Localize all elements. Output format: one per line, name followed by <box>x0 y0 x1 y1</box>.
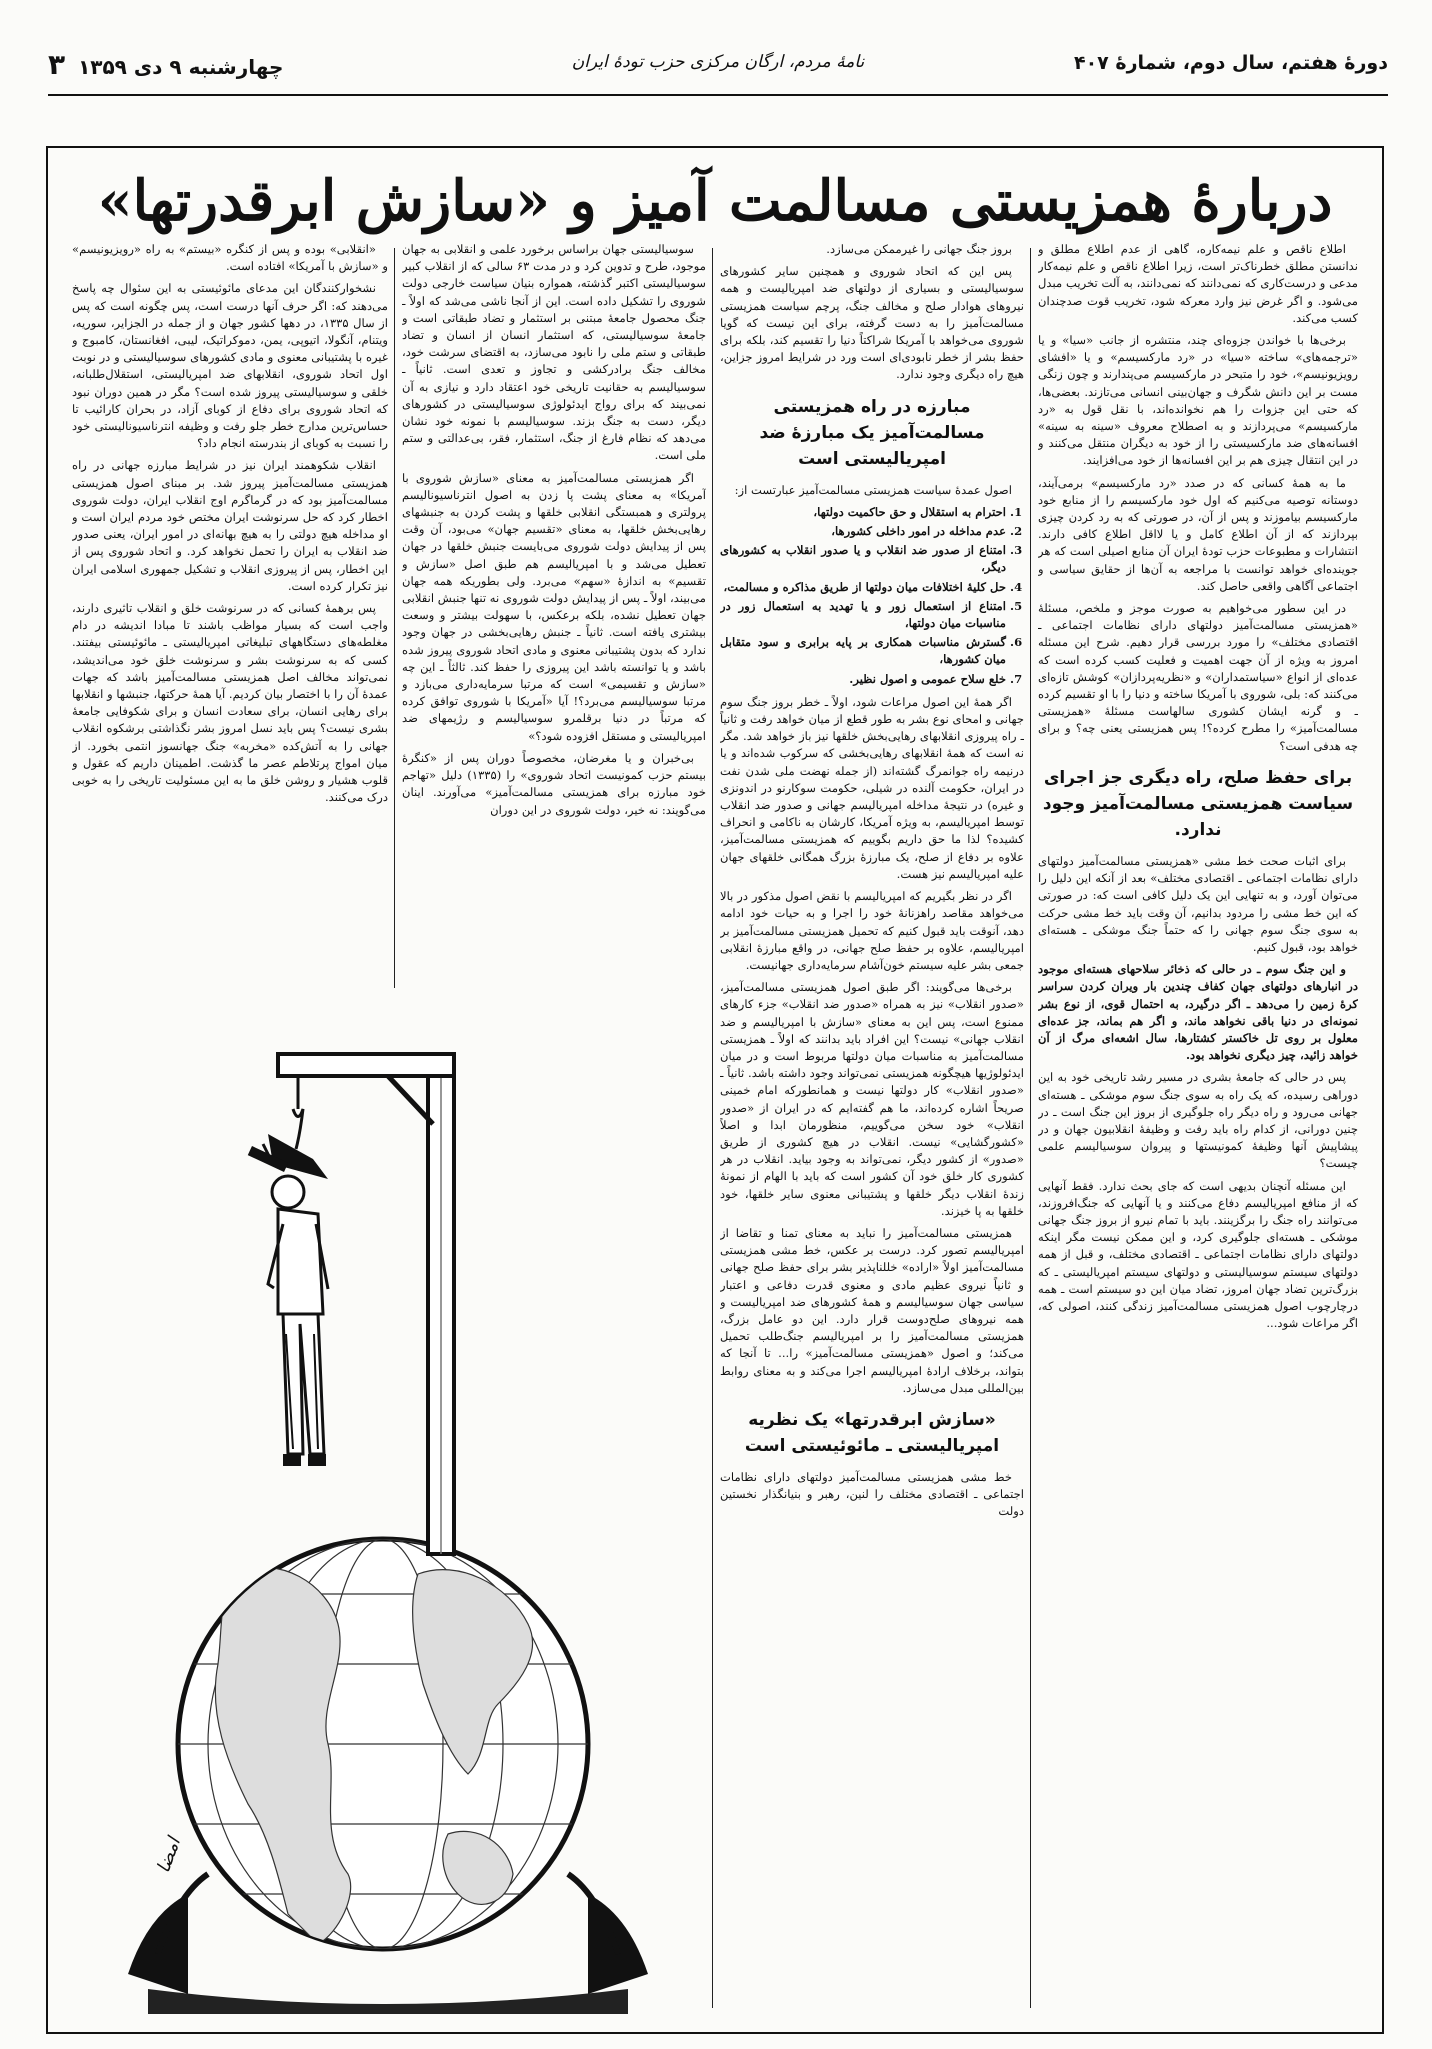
article-headline: دربارهٔ همزیستی مسالمت آمیز و «سازش ابرقدرتها» <box>97 168 1333 234</box>
column-rule <box>394 248 395 988</box>
paper-name: نامهٔ مردم، ارگان مرکزی حزب تودهٔ ایران <box>571 52 865 72</box>
list-item: 3. امتناع از صدور ضد انقلاب و یا صدور انقلاب به کشورهای دیگر، <box>720 542 1006 576</box>
column-rule <box>712 248 713 2008</box>
article-frame <box>46 146 1384 2034</box>
paragraph: بی‌خبران و یا مغرضان، مخصوصاً دوران پس از «کنگرهٔ بیستم حزب کمونیست اتحاد شوروی» را (۱۳۳۵) دلیل «تهاجم خود مبارزه برای همزیستی مسالمت‌آمیز» می‌آورند. اینان می‌گویند: نه خیر، دولت شوروی در این دوران <box>402 750 706 817</box>
date-info <box>48 48 283 81</box>
paragraph: پس برهمهٔ کسانی که در سرنوشت خلق و انقلاب تاثیری دارند، واجب است که بسیار مواظب باشند تا مبادا اندیشه در دام مغلطه‌های دستگاههای تبلیغاتی امپریالیستی ـ مائوئیستی بیفتند. کسی که به سرنوشت بشر و سرنوشت خلق خود می‌اندیشد، نمی‌تواند مخالف اصل همزیستی مسالمت‌آمیز باشد که جهات عمدهٔ آن را با اختصار بیان کردیم. آیا همهٔ حرکتها، جنبشها و انقلابها برای رهایی انسان، برای سعادت انسان و برای شکوفایی جامعهٔ بشری نیست؟ پس باید نسل امروز بشر نگذاشتی برشکوه انقلاب جهانی را به آتش‌کده «مخربه» جنگ جهانسوز انتمی بخورد. از میان امواج پرتلاطم عصر ما گذشت. اطمینان داریم که عقول و قلوب هشیار و روشن خلق ما به این مسئولیت تاریخی را به خوبی درک می‌کنند. <box>72 601 388 805</box>
column-4 <box>72 241 388 989</box>
page-number: ۳ <box>48 48 66 81</box>
paragraph: ما به همهٔ کسانی که در صدد «رد مارکسیسم» برمی‌آیند، دوستانه توصیه می‌کنیم که اول خود مارکسیسم را از منابع خود مارکسیسم بیاموزند و پس از آن، در صورتی که به رد کردن چیزی بپردازند که از آن اطلاع کامل و یا لااقل اطلاع کافی دارند. انتشارات و مطبوعات حزب تودهٔ ایران آن منابع اصیلی است که هر جوینده‌ای خواهد توانست با مراجعه به آن‌ها از حقایق سیاسی و اجتماعی آگاهی واقعی حاصل کند. <box>1038 475 1358 593</box>
list-item: 5. امتناع از استعمال زور و یا تهدید به استعمال زور در مناسبات میان دولتها، <box>720 598 1006 632</box>
date-text: چهارشنبه ۹ دی ۱۳۵۹ <box>78 55 284 79</box>
paragraph: در این سطور می‌خواهیم به صورت موجز و ملخص، مسئلهٔ «همزیستی مسالمت‌آمیز دولتهای دارای نظامات اجتماعی ـ اقتصادی مختلف» را مورد بررسی قرار دهیم. شرح این مسئله امروز به ویژه از آن جهت اهمیت و فعلیت کسب کرده است که عده‌ای از انواع «سیاستمداران» و «نظریه‌پردازان» کوشش تازه‌ای می‌کنند که: بلی، شوروی با آمریکا ساخته و دنیا را با او تقسیم کرده ـ و گرنه ایشان کشوری سالهاست مسئلهٔ «همزیستی مسالمت‌آمیز» را مطرح کرده؟! پس همزیستی یعنی چه؟ و برای چه هدفی است؟ <box>1038 601 1358 753</box>
list-item: 7. خلع سلاح عمومی و اصول نظیر. <box>720 671 1006 688</box>
paragraph: «انقلابی» بوده و پس از کنگره «بیستم» به راه «رویزیونیسم» و «سازش با آمریکا» افتاده است. <box>72 242 388 274</box>
paragraph: این مسئله آنچنان بدیهی است که جای بحث ندارد. فقط آنهایی که از منافع امپریالیسم دفاع می‌کنند و یا آنهایی که جنگ‌افروزند، می‌توانند راه جنگ را برگزینند. باید با تمام نیرو از بروز جنگ جهانی موشکی ـ هسته‌ای جلوگیری کرد، و این ممکن نیست مگر اینکه دولتهای دارای نظامات اجتماعی ـ اقتصادی مختلف، و قبل از همه دولتهای سیستم سوسیالیستی و دولتهای سیستم امپریالیستی ـ که بزرگ‌ترین تضاد جهان امروز، تضاد میان این دو سیستم است ـ همه درچارچوب اصول همزیستی مسالمت‌آمیز زندگی کنند، اصولی که، اگر مراعات شود... <box>1038 1178 1358 1331</box>
paragraph: انقلاب شکوهمند ایران نیز در شرایط مبارزه جهانی در راه همزیستی مسالمت‌آمیز پیروز شد. بر مبنای اصول همزیستی مسالمت‌آمیز بود که در گرماگرم اوج انقلاب ایران، دولت شوروی اخطار کرد که حل سرنوشت ایران مختص خود مردم ایران است و او مداخله هیچ دولتی را به هیچ بهانه‌ای در امور ایران، یعنی صدور ضد انقلاب به ایران را تحمل نخواهد کرد. و اتحاد شوروی پس از این اخطار، پس از پیروزی انقلاب و تشکیل جمهوری اسلامی ایران نیز تکرار کرده است. <box>72 458 388 593</box>
paragraph: و این جنگ سوم ـ در حالی که ذخائر سلاحهای هسته‌ای موجود در انبارهای دولتهای جهان کفاف چندین بار ویران کردن سراسر کرهٔ زمین را می‌دهد ـ اگر درگیرد، به احتمال قوی، از نوع بشر نمونه‌ای در دنیا باقی نخواهد ماند، و اگر هم بماند، جز عده‌ای معلول بر روی تل خاکستر کشتارها، سال اشعه‌ای مرگ از آن خواهد زائید، چیز دیگری نخواهد بود. <box>1038 962 1358 1063</box>
list-item: 1. احترام به استقلال و حق حاکمیت دولتها، <box>720 504 1006 521</box>
principles-list <box>720 504 1024 688</box>
hanged-figure <box>248 1134 328 1466</box>
paragraph: برخی‌ها با خواندن جزوه‌ای چند، منتشره از جانب «سیا» و یا «ترجمه‌های» ساخته «سیا» در «رد مارکسیسم» و یا «افشای رویزیونیسم»، خود را متبحر در مارکسیسم می‌پندارند و چون زنگی مست بر این دانش شگرف و جهان‌بینی انسانی می‌تازند. بعضی‌ها، که حتی این جزوات را هم نخوانده‌اند، با نقل قول به «رد مارکسیسم» می‌پردازند و به اصطلاح معروف «سینه به سینه» افسانه‌های ضد مارکسیستی را از خود به دیگران منتقل می‌کنند و در این انتقال چیزی هم بر این افسانه‌ها از خود می‌افزایند. <box>1038 333 1358 468</box>
paragraph: اگر همزیستی مسالمت‌آمیز به معنای «سازش شوروی با آمریکا» به معنای پشت پا زدن به اصول انترناسیونالیسم پرولتری و همبستگی انقلابی خلقها و پشت کردن به جنبشهای رهایی‌بخش خلقها، به معنای «تقسیم جهان» می‌بود، آن وقت پس از پیدایش دولت شوروی می‌بایست جنبش خلقها در جهان تعطیل می‌شد و با امپریالیسم هم طبق اصل «سازش و تقسیم» به اندازهٔ «سهم» می‌برد. ولی بطوریکه همه جهان می‌بیند، اولاً ـ پس از پیدایش دولت شوروی نه تنها جنبش انقلابی جهان تعطیل نشده، بلکه برعکس، با سهولت بیشتر و وسعت بیشتری یافته است. ثانیاً ـ جنبش رهایی‌بخشی در جهان وجود ندارد که بدون پشتیبانی معنوی و مادی اتحاد شوروی پیروز شده باشد و یا توانسته باشد این پیروزی را حفظ کند. ثالثاً ـ این چه «سازش و تقسیمی» است که مرتبا سرمایه‌داری می‌بازد و مرتبا سوسیالیسم می‌برد؟! آیا «آمریکا با شوروی توافق کرده که مرتباً در دنیا برقلمرو سوسیالیسم و رژیمهای ضد امپریالیستی و مستقل افزوده شود؟» <box>402 470 706 743</box>
paragraph: اگر همهٔ این اصول مراعات شود، اولاً ـ خطر بروز جنگ سوم جهانی و امحای نوع بشر به طور قطع از میان خواهد رفت و ثانیاً ـ راه پیروزی انقلابهای رهایی‌بخش خلقها نیز باز خواهد شد. مگر نه است که همهٔ انقلابهای رهایی‌بخشی که سرکوب شده‌اند و یا درنیمه راه جوانمرگ گشته‌اند (از جمله نهضت ملی شدن نفت در ایران، حکومت آلنده در شیلی، حکومت سوکارنو در اندونزی و غیره) در نتیجهٔ مداخله امپریالیسم جهانی و صدور ضد انقلاب توسط امپریالیسم، به ویژه آمریکا، کارشان به ناکامی و انحراف کشیده؟ لذا ما حق داریم بگوییم که همزیستی مسالمت‌آمیز، علاوه بر دفاع از صلح، یک مبارزهٔ بزرگ همگانی خلقهای جهان علیه امپریالیسم نیز هست. <box>720 694 1024 881</box>
column-1 <box>1038 241 1358 2011</box>
column-2 <box>720 241 1024 2011</box>
masthead <box>48 46 1388 96</box>
issue-info: دورهٔ هفتم، سال دوم، شمارهٔ ۴۰۷ <box>1073 52 1388 74</box>
paragraph: برخی‌ها می‌گویند: اگر طبق اصول همزیستی مسالمت‌آمیز، «صدور انقلاب» نیز به همراه «صدور ضد انقلاب» جزء کارهای ممنوع است، پس این به معنای «سازش با امپریالیسم و ضد انقلاب جهانی» نیست؟ این افراد باید بدانند که اولاً ـ همزیستی مسالمت‌آمیز به مناسبات میان دولتها مربوط است و در میان ایدئولوژیها هیچگونه همزیستی نمی‌تواند وجود داشته باشد. ثانیاً ـ «صدور انقلاب» کار دولتها نیست و همانطورکه امام خمینی صریحاً اشاره کرده‌اند، ما هم گفته‌ایم که در ایران از «صدور انقلاب» خود سخن می‌گوییم، منظورمان ابدا و اصلاً «کشورگشایی» نیست. انقلاب در هیچ کشوری از طریق «صدور» از کشور دیگر، نمی‌تواند به وجود بیاید. انقلاب در هر کشوری کار خلق خود آن کشور است که باید با الهام از نمونهٔ زندهٔ انقلاب دیگر خلقها و پشتیبانی معنوی سایر خلقها، خود خلقها به پا خیزند. <box>720 980 1024 1218</box>
subheading: برای حفظ صلح، راه دیگری جز اجرای سیاست همزیستی مسالمت‌آمیز وجود ندارد. <box>1042 767 1354 840</box>
political-cartoon <box>88 1014 688 2014</box>
paragraph: خط مشی همزیستی مسالمت‌آمیز دولتهای دارای نظامات اجتماعی ـ اقتصادی مختلف را لنین، رهبر و بنیانگذار نخستین دولت <box>720 1469 1024 1519</box>
paragraph: پس در حالی که جامعهٔ بشری در مسیر رشد تاریخی خود به این دوراهی رسیده، که یک راه به سوی جنگ سوم موشکی ـ هسته‌ای جهانی می‌رود و راه دیگر راه جلوگیری از بروز این جنگ است ـ در چنین دورانی، از کدام راه باید رفت و وظیفهٔ انقلابیون جهان و در پیشاپیش آنها وظیفهٔ کمونیستها و پیروان سوسیالیسم علمی چیست؟ <box>1038 1070 1358 1171</box>
paragraph: بروز جنگ جهانی را غیرممکن می‌سازد. <box>826 242 1012 256</box>
subheading: مبارزه در راه همزیستی مسالمت‌آمیز یک مبارزهٔ ضد امپریالیستی است <box>759 396 985 469</box>
column-rule <box>1030 248 1031 2008</box>
paragraph: اصول عمدهٔ سیاست همزیستی مسالمت‌آمیز عبارتست از: <box>734 482 1012 497</box>
paragraph: همزیستی مسالمت‌آمیز را نباید به معنای تمنا و تقاضا از امپریالیسم تصور کرد. درست بر عکس، خط مشی همزیستی مسالمت‌آمیز اولاً «اراده» خللناپذیر بشر برای حفظ صلح جهانی و ثانیاً نیروی عظیم مادی و معنوی قدرت دفاعی و اعتبار سیاسی جهان سوسیالیسم و همهٔ کشورهای ضد امپریالیست و همه نیروهای صلح‌دوست قرار دارد. این دو عامل بزرگ، همزیستی مسالمت‌آمیز را بر امپریالیسم جنگ‌طلب تحمیل می‌کند؛ و اصول «همزیستی مسالمت‌آمیز» را... تا آنجا که بتواند، برخلاف ارادهٔ امپریالیسم اجرا می‌کند و به معنای روابط بین‌المللی مبدل می‌سازد. <box>720 1225 1024 1395</box>
artist-signature: امضا <box>152 1834 185 1876</box>
list-item: 2. عدم مداخله در امور داخلی کشورها، <box>720 523 1006 540</box>
paragraph: اگر در نظر بگیریم که امپریالیسم با نقض اصول مذکور در بالا می‌خواهد مقاصد راهزنانهٔ خود را اجرا و به حیات خود ادامه دهد، آنوقت باید قبول کنیم که تحمیل همزیستی مسالمت‌آمیز بر امپریالیسم، علاوه بر حفظ صلح جهانی، در واقع مبارزهٔ انقلابی جمعی بشر علیه سیستم خون‌آشام سرمایه‌داری جهانیست. <box>720 889 1024 972</box>
globe <box>128 1539 648 2014</box>
list-item: 6. گسترش مناسبات همکاری بر پایه برابری و سود متقابل میان کشورها، <box>720 634 1006 668</box>
paragraph: اطلاع ناقص و علم نیمه‌کاره، گاهی از عدم اطلاع مطلق و ندانستن مطلق خطرناک‌تر است، زیرا اطلاع ناقص و علم نیمه‌کار مدعی و درست‌کاری که نمی‌دانند که نمی‌دانند، به آلت تخریب مبدل می‌شود. و اگر غرض نیز وارد معرکه شود، تخریب قوت صدچندان کسب می‌کند. <box>1038 242 1358 325</box>
paragraph: پس این که اتحاد شوروی و همچنین سایر کشورهای سوسیالیستی و بسیاری از دولتهای ضد امپریالیست و همه نیروهای هوادار صلح و مخالف جنگ، پرچم سیاست همزیستی مسالمت‌آمیز را به دست گرفته، برای این نیست که گویا شوروی می‌خواهد با آمریکا شراکتاً دنیا را تقسیم کند، بلکه برای حفظ بشر از خطر نابودی‌ای است ورد در شرایط امروز جزاین، هیچ راه دیگری وجود ندارد. <box>720 264 1024 382</box>
list-item: 4. حل کلیهٔ اختلافات میان دولتها از طریق مذاکره و مسالمت، <box>720 579 1006 596</box>
subheading: «سازش ابرقدرتها» یک نظریه امپریالیستی ـ مائوئیستی است <box>744 1409 1000 1456</box>
paragraph: سوسیالیستی جهان براساس برخورد علمی و انقلابی به جهان موجود، طرح و تدوین کرد و در مدت ۶۳ سالی که از انقلاب کبیر سوسیالیستی اکتبر گذشته، همواره بنیان سیاست خارجی دولت شوروی را تشکیل داده است. این از آنجا ناشی می‌شد که اولاً ـ جنگ محصول جامعهٔ مبتنی بر استثمار و تضاد طبقاتی است و جامعهٔ سوسیالیستی، که استثمار انسان از انسان و تضاد طبقاتی و ستم ملی را نابود می‌سازد، به اقتضای سرشت خود، مخالف جنگ برادرکشی و تجاوز و تعدی است. ثانیاً ـ سوسیالیسم به حقانیت تاریخی خود اعتقاد دارد و نیازی به آن نمی‌بیند که برای رواج ایدئولوژی سوسیالیستی در کشورهای دیگر، دست به جنگ بزند. سوسیالیسم با نمونه خود نشان می‌دهد که نظام فارغ از جنگ، استثمار، فقر، بی‌عدالتی و ستم ملی است. <box>402 242 706 463</box>
paragraph: برای اثبات صحت خط مشی «همزیستی مسالمت‌آمیز دولتهای دارای نظامات اجتماعی ـ اقتصادی مختلف» بعد از آنکه این دلیل را می‌توان آورد، و به تنهایی این یک دلیل کافی است که: در صورتی که این خط مشی را مردود بدانیم، آن وقت باید خط مشی حرکت به سوی جنگ سوم جهانی را که حتماً جنگ موشکی ـ هسته‌ای خواهد بود، قبول کنیم. <box>1038 853 1358 954</box>
column-3 <box>402 241 706 989</box>
paragraph: نشخوارکنندگان این مدعای مائوئیستی به این سئوال چه پاسخ می‌دهند که: اگر حرف آنها درست است، پس چگونه است که پس از سال ۱۳۳۵، در دهها کشور جهان و از جمله در الجزایر، سوریه، ویتنام، آنگولا، اتیوپی، یمن، دموکراتیک، لیبی، افغانستان، کامبوج و غیره با پشتیبانی معنوی و مادی کشورهای سوسیالیستی و در نوبت اول اتحاد شوروی، انقلابهای ضد امپریالیستی، استقلال‌طلبانه، خلقی و سوسیالیستی پیروز شده است؟ مگر در همین دوران نبود که اتحاد شوروی برای دفاع از کوبای آزاد، در بحران کارائیب تا حساس‌ترین مدارج خطر جلو رفت و وظیفه انترناسیونالیستی خود را نسبت به کوبای از بندرسته انجام داد؟ <box>72 281 388 451</box>
